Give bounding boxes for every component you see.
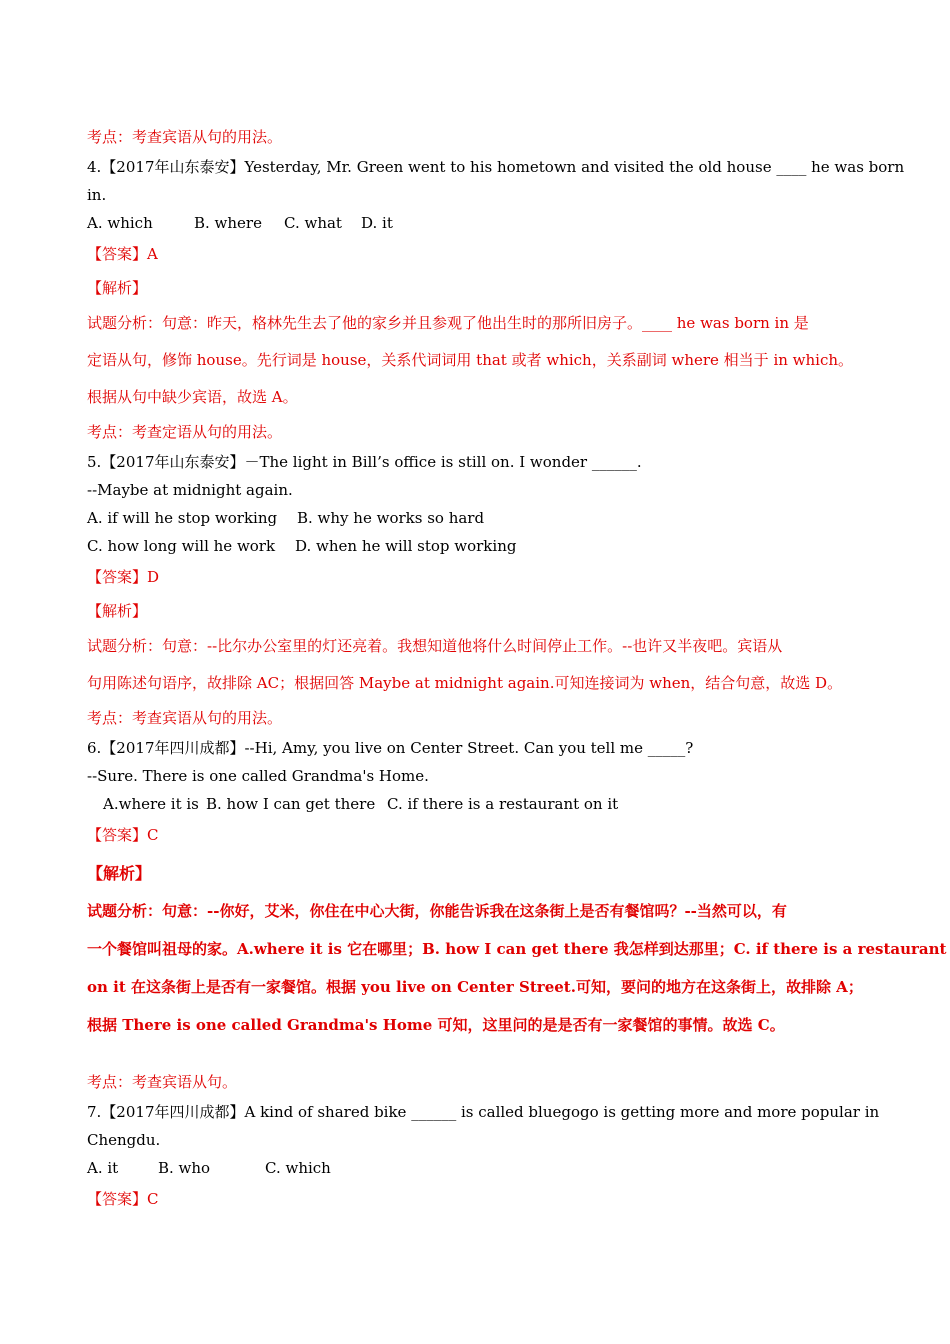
analysis-line: 句用陈述句语序，故排除 AC；根据回答 Maybe at midnight again.可知连接词为 when，结合句意，故选 D。	[87, 674, 843, 692]
question-stem: 7.【2017年四川成都】A kind of shared bike ______ is called bluegogo is getting more and more popular in	[87, 1103, 880, 1121]
analysis-label: 【解析】	[87, 602, 148, 620]
question-stem-cont: in.	[87, 186, 107, 204]
option-c: C. how long will he work	[87, 537, 276, 555]
question-6	[87, 739, 947, 1092]
kaodian: 考点：考查宾语从句。	[87, 1073, 238, 1091]
question-stem-cont: Chengdu.	[87, 1131, 161, 1149]
question-5	[87, 453, 867, 728]
question-stem: 5.【2017年山东泰安】－The light in Bill’s office is still on. I wonder ______.	[87, 453, 642, 471]
answer: 【答案】C	[87, 826, 159, 844]
analysis-line: 根据从句中缺少宾语，故选 A。	[87, 388, 298, 406]
question-stem: 4.【2017年山东泰安】Yesterday, Mr. Green went to his hometown and visited the old house ____ he was born	[87, 158, 905, 176]
document-page	[87, 126, 947, 1209]
analysis-line: 定语从句，修饰 house。先行词是 house，关系代词词用 that 或者 which，关系副词 where 相当于 in which。	[87, 351, 854, 369]
answer: 【答案】A	[87, 245, 158, 263]
question-7	[87, 1103, 880, 1209]
analysis-line: on it 在这条街上是否有一家餐馆。根据 you live on Center Street.可知，要问的地方在这条街上，故排除 A；	[87, 978, 863, 996]
analysis-line: 根据 There is one called Grandma's Home 可知，这里问的是是否有一家餐馆的事情。故选 C。	[87, 1016, 785, 1034]
options-row	[87, 214, 867, 233]
option-b: B. why he works so hard	[297, 509, 485, 527]
option-c: C. what	[284, 214, 342, 232]
option-a: A. if will he stop working	[87, 509, 278, 527]
option-b: B. how I can get there	[206, 795, 376, 813]
option-c: C. if there is a restaurant on it	[387, 795, 619, 813]
analysis-line: 试题分析：句意：昨天，格林先生去了他的家乡并且参观了他出生时的那所旧房子。____ he was born in 是	[87, 314, 809, 332]
analysis-label: 【解析】	[87, 864, 152, 883]
kaodian: 考点：考查宾语从句的用法。	[87, 709, 283, 727]
options-row	[87, 537, 867, 556]
option-a: A.where it is	[103, 795, 199, 813]
analysis-line: 试题分析：句意：--你好，艾米，你住在中心大街，你能告诉我在这条街上是否有餐馆吗？--当然可以，有	[87, 902, 787, 920]
kaodian: 考点：考查定语从句的用法。	[87, 423, 283, 441]
question-stem-cont: --Sure. There is one called Grandma's Home.	[87, 767, 429, 785]
options-row	[87, 1159, 867, 1178]
analysis-line: 一个餐馆叫祖母的家。A.where it is 它在哪里；B. how I can get there 我怎样到达那里；C. if there is a restaurant	[87, 940, 947, 958]
options-row	[87, 795, 867, 814]
analysis-label: 【解析】	[87, 279, 148, 297]
answer: 【答案】C	[87, 1190, 159, 1208]
question-stem-cont: --Maybe at midnight again.	[87, 481, 293, 499]
option-a: A. it	[87, 1159, 119, 1177]
answer: 【答案】D	[87, 568, 160, 586]
option-b: B. who	[158, 1159, 211, 1177]
option-a: A. which	[87, 214, 153, 232]
question-4	[87, 158, 905, 442]
options-row	[87, 509, 867, 528]
option-d: D. when he will stop working	[295, 537, 517, 555]
option-d: D. it	[361, 214, 393, 232]
option-b: B. where	[194, 214, 262, 232]
question-stem: 6.【2017年四川成都】--Hi, Amy, you live on Center Street. Can you tell me _____?	[87, 739, 694, 757]
kaodian-prev: 考点：考查宾语从句的用法。	[87, 128, 283, 146]
option-c: C. which	[265, 1159, 331, 1177]
analysis-line: 试题分析：句意：--比尔办公室里的灯还亮着。我想知道他将什么时间停止工作。--也许又半夜吧。宾语从	[87, 637, 783, 655]
